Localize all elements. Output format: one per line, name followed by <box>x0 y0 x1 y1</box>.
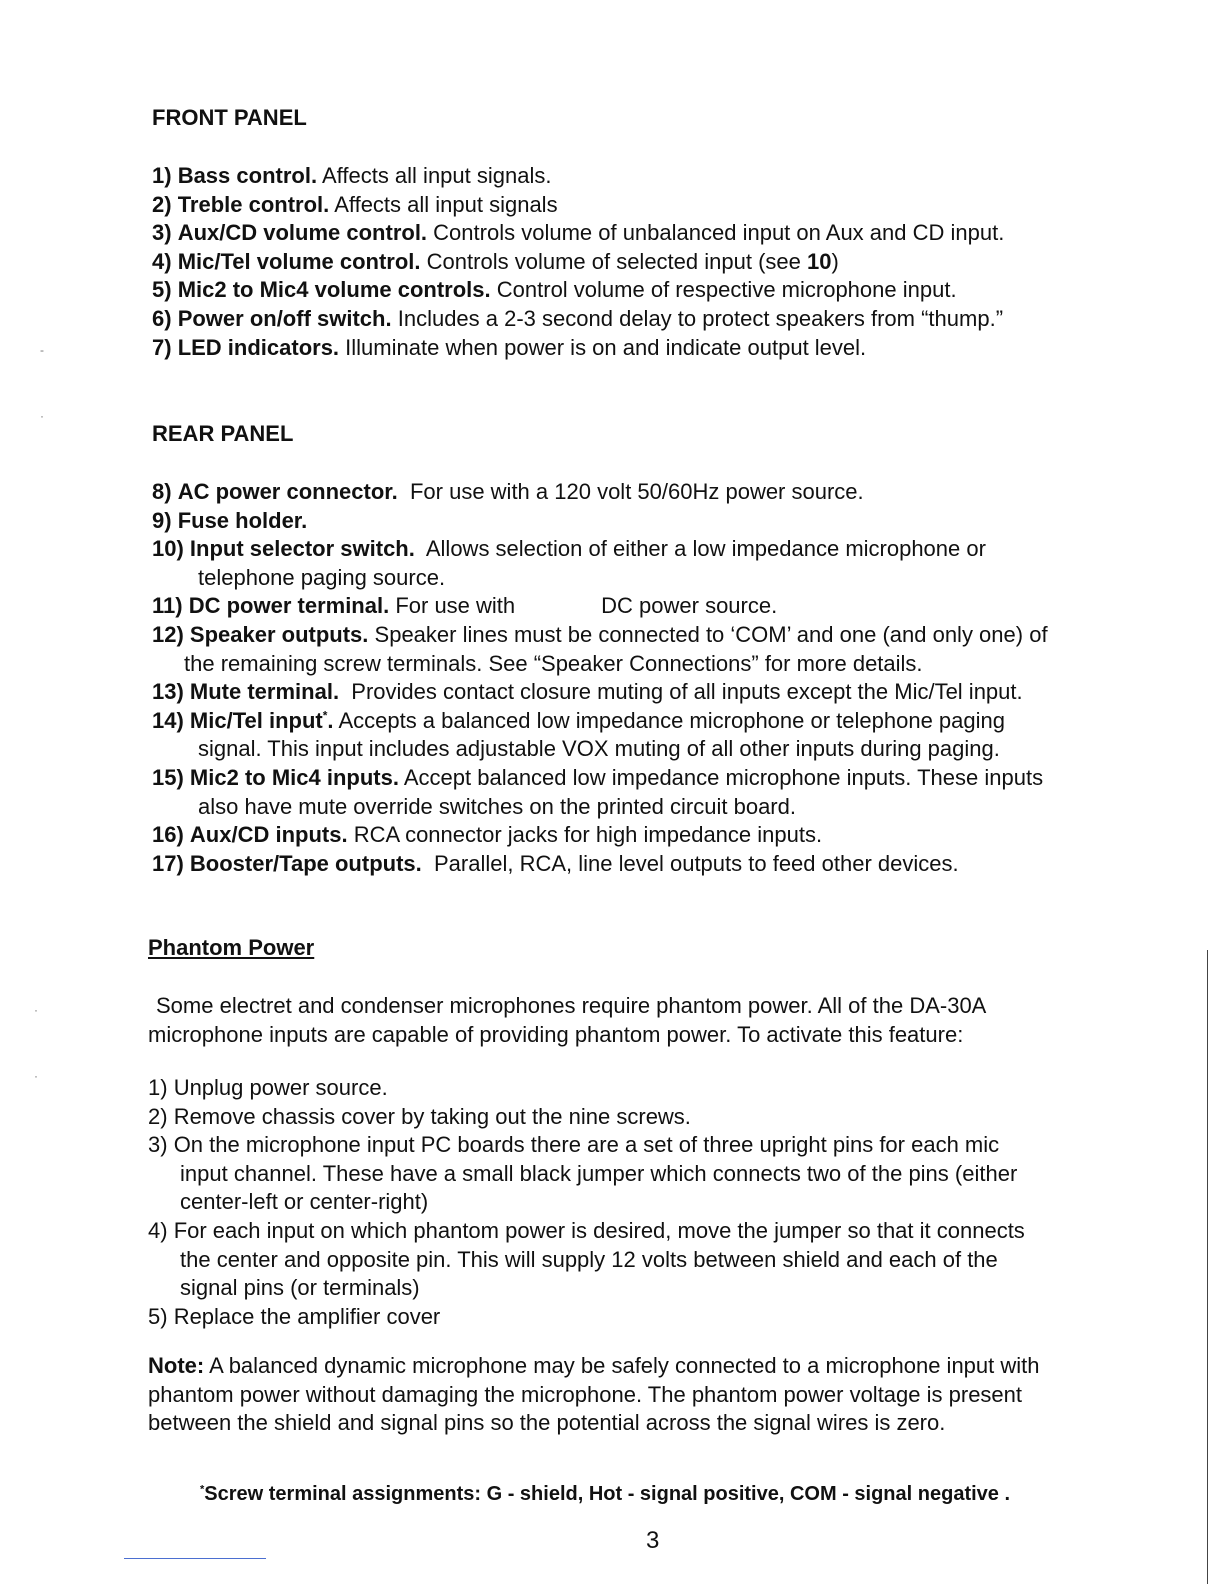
item-number: 10) <box>152 536 184 562</box>
list-item <box>152 162 1004 191</box>
item-number: 4) <box>152 248 172 274</box>
list-item <box>148 1131 1148 1217</box>
footnote-marker: * <box>322 708 328 723</box>
scan-speck: · <box>34 1003 38 1017</box>
item-text: Controls volume of unbalanced input on Aux and CD input. <box>433 220 1005 246</box>
item-text: Accept balanced low impedance microphone inputs. These inputs <box>403 764 1044 790</box>
item-text: RCA connector jacks for high impedance inputs. <box>353 822 823 848</box>
item-title: Mic/Tel input <box>189 707 323 733</box>
scan-speck: - <box>40 343 44 357</box>
step-text-continued: signal pins (or terminals) <box>180 1275 420 1301</box>
phantom-power-heading: Phantom Power <box>148 935 315 960</box>
step-number: 3) <box>148 1132 168 1158</box>
item-text-end: ) <box>831 248 839 274</box>
item-number: 9) <box>152 507 172 533</box>
page-number: 3 <box>646 1527 660 1554</box>
step-text-continued: input channel. These have a small black jumper which connects two of the pins (either <box>180 1160 1018 1186</box>
scan-speck: · <box>34 1069 38 1083</box>
front-panel-list <box>152 162 1004 362</box>
item-title: Mute terminal. <box>189 679 340 705</box>
step-text: On the microphone input PC boards there are a set of three upright pins for each mic <box>173 1132 1000 1158</box>
item-number: 5) <box>152 277 172 303</box>
rear-panel-list <box>152 478 1152 878</box>
item-text: Control volume of respective microphone input. <box>496 277 957 303</box>
step-number: 5) <box>148 1303 168 1329</box>
item-number: 8) <box>152 479 172 504</box>
item-number: 6) <box>152 305 172 331</box>
item-number: 7) <box>152 334 172 360</box>
item-title: Aux/CD volume control. <box>177 220 428 246</box>
item-text: Provides contact closure muting of all inputs except the Mic/Tel input. <box>351 679 1023 705</box>
item-number: 16) <box>152 822 184 848</box>
step-text-continued: center-left or center-right) <box>180 1189 429 1215</box>
item-number: 13) <box>152 679 184 705</box>
item-title: Input selector switch. <box>189 536 415 562</box>
list-item <box>152 334 1004 363</box>
list-item <box>152 592 1152 621</box>
step-number: 2) <box>148 1103 168 1129</box>
item-text: Accepts a balanced low impedance microphone or telephone paging <box>338 707 1005 733</box>
item-title: Mic/Tel volume control. <box>177 248 421 274</box>
item-text: Controls volume of selected input (see <box>426 248 801 274</box>
list-item <box>148 1103 1148 1132</box>
item-reference: 10 <box>807 248 832 274</box>
item-text-continued: also have mute override switches on the printed circuit board. <box>198 793 796 819</box>
intro-line: microphone inputs are capable of providing phantom power. To activate this feature: <box>148 1021 964 1047</box>
step-number: 4) <box>148 1217 168 1243</box>
item-number: 2) <box>152 191 172 217</box>
list-item <box>148 1074 1148 1103</box>
step-text-continued: the center and opposite pin. This will supply 12 volts between shield and each of the <box>180 1246 998 1272</box>
list-item <box>148 1303 1148 1332</box>
list-item <box>152 507 1152 536</box>
item-text: Parallel, RCA, line level outputs to feed other devices. <box>433 850 959 876</box>
footnote-marker: * <box>200 1483 205 1496</box>
item-title: AC power connector. <box>177 479 398 504</box>
item-text-continued: the remaining screw terminals. See “Speaker Connections” for more details. <box>184 650 923 676</box>
list-item <box>152 535 1152 592</box>
list-item <box>152 191 1004 220</box>
item-text: Affects all input signals. <box>321 163 552 188</box>
list-item <box>152 821 1152 850</box>
item-number: 1) <box>152 163 172 188</box>
list-item <box>148 1217 1148 1303</box>
item-number: 17) <box>152 850 184 876</box>
note-line <box>148 1352 1168 1381</box>
item-number: 14) <box>152 707 184 733</box>
list-item <box>152 678 1152 707</box>
item-number: 12) <box>152 621 184 647</box>
note-text: between the shield and signal pins so the potential across the signal wires is zero. <box>148 1410 946 1436</box>
item-title: LED indicators. <box>177 334 340 360</box>
item-title: Speaker outputs. <box>189 621 369 647</box>
scan-blue-rule <box>124 1558 266 1559</box>
list-item <box>152 621 1152 678</box>
item-text: Allows selection of either a low impedance microphone or <box>425 536 986 562</box>
step-text: Remove chassis cover by taking out the nine screws. <box>173 1103 691 1129</box>
item-title: Treble control. <box>177 191 330 217</box>
item-title: Bass control. <box>177 163 318 188</box>
item-text-continued: signal. This input includes adjustable VOX muting of all other inputs during paging. <box>198 736 1000 762</box>
item-text-after-gap: DC power source. <box>601 593 778 619</box>
note-label: Note: <box>148 1353 205 1378</box>
front-panel-heading: FRONT PANEL <box>152 105 307 130</box>
item-title: Mic2 to Mic4 volume controls. <box>177 277 491 303</box>
list-item <box>152 276 1004 305</box>
item-number: 3) <box>152 220 172 246</box>
list-item <box>152 248 1004 277</box>
item-text: Speaker lines must be connected to ‘COM’ and one (and only one) of <box>374 621 1048 647</box>
item-title: Fuse holder. <box>177 507 308 533</box>
list-item <box>152 478 1152 507</box>
list-item <box>152 219 1004 248</box>
step-text: Replace the amplifier cover <box>173 1303 441 1329</box>
phantom-power-steps <box>148 1074 1148 1331</box>
item-title: DC power terminal. <box>188 593 390 619</box>
footnote <box>200 1480 1010 1509</box>
phantom-power-note <box>148 1352 1168 1438</box>
item-text: For use with <box>395 593 516 619</box>
item-title-end: . <box>327 707 334 733</box>
item-text-continued: telephone paging source. <box>198 564 446 590</box>
item-number: 15) <box>152 764 184 790</box>
list-item <box>152 850 1152 879</box>
item-text: For use with a 120 volt 50/60Hz power source. <box>409 479 864 504</box>
item-number: 11) <box>152 593 183 619</box>
step-number: 1) <box>148 1075 168 1100</box>
intro-line: Some electret and condenser microphones require phantom power. All of the DA-30A <box>156 993 987 1018</box>
list-item <box>152 707 1152 764</box>
note-text: A balanced dynamic microphone may be safely connected to a microphone input with <box>209 1353 1040 1378</box>
item-title: Mic2 to Mic4 inputs. <box>189 764 399 790</box>
item-title: Power on/off switch. <box>177 305 392 331</box>
item-text: Affects all input signals <box>334 191 558 217</box>
item-text: Illuminate when power is on and indicate output level. <box>345 334 867 360</box>
item-title: Booster/Tape outputs. <box>189 850 422 876</box>
note-text: phantom power without damaging the microphone. The phantom power voltage is present <box>148 1381 1023 1407</box>
list-item <box>152 305 1004 334</box>
item-title: Aux/CD inputs. <box>189 822 348 848</box>
footnote-text: Screw terminal assignments: G - shield, Hot - signal positive, COM - signal negative . <box>204 1483 1011 1505</box>
step-text: Unplug power source. <box>173 1075 388 1100</box>
phantom-power-intro <box>148 992 1148 1049</box>
scan-edge-line <box>1207 950 1208 1584</box>
scan-speck: · <box>40 409 44 423</box>
step-text: For each input on which phantom power is desired, move the jumper so that it connects <box>173 1217 1025 1243</box>
rear-panel-heading: REAR PANEL <box>152 421 294 446</box>
item-text: Includes a 2-3 second delay to protect speakers from “thump.” <box>397 305 1004 331</box>
list-item <box>152 764 1152 821</box>
